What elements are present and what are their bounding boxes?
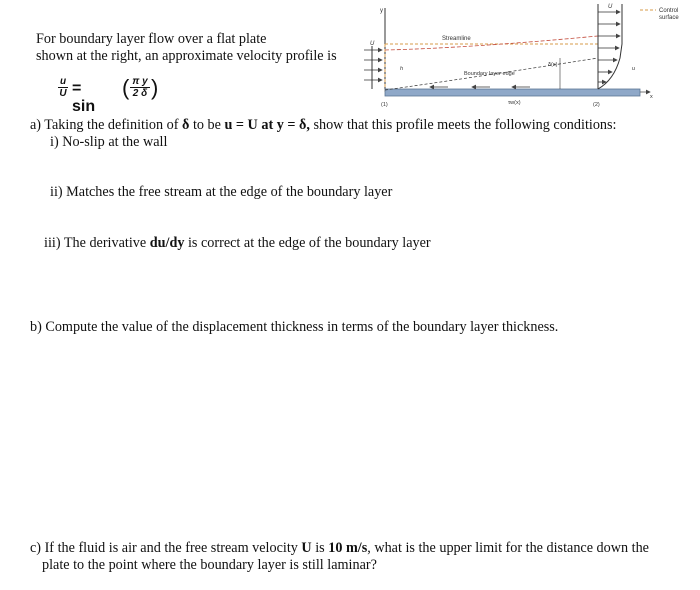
u-over-U-fraction bbox=[58, 76, 68, 99]
question-c-is: is bbox=[315, 540, 325, 556]
surface-legend-label: surface bbox=[659, 15, 679, 21]
section-1-label: (1) bbox=[381, 102, 388, 108]
delta-label: δ(x) bbox=[548, 62, 558, 68]
left-paren: ( bbox=[122, 75, 130, 100]
question-c-line-2: plate to the point where the boundary layer is still laminar? bbox=[42, 557, 377, 573]
argument-numerator: π y bbox=[132, 76, 148, 87]
question-b: b) Compute the value of the displacement thickness in terms of the boundary layer thickness. bbox=[30, 319, 559, 335]
question-a-u-eq-U: u = U bbox=[224, 117, 258, 133]
equals-sin: = sin bbox=[72, 80, 96, 115]
question-a-item-ii: ii) Matches the free stream at the edge of the boundary layer bbox=[50, 184, 393, 200]
question-c-U: U bbox=[301, 540, 312, 556]
outlet-velocity-arrows bbox=[598, 12, 620, 82]
x-axis-label: x bbox=[650, 94, 653, 100]
question-a-item-i: i) No-slip at the wall bbox=[50, 134, 168, 150]
outlet-velocity-profile bbox=[598, 4, 622, 89]
streamline-curve bbox=[385, 36, 598, 50]
argument-denominator: 2 δ bbox=[132, 88, 148, 99]
section-2-label: (2) bbox=[593, 102, 600, 108]
y-axis-label: y bbox=[380, 8, 383, 14]
question-a-prefix: a) Taking the definition of bbox=[30, 117, 179, 133]
intro-line-2: shown at the right, an approximate velocity profile is bbox=[36, 48, 337, 64]
question-a-delta: δ bbox=[182, 117, 190, 133]
h-label: h bbox=[400, 66, 404, 72]
streamline-label: Streamline bbox=[442, 36, 471, 42]
inlet-velocity-arrows bbox=[364, 50, 382, 80]
question-c-velocity-value: 10 m/s bbox=[328, 540, 368, 556]
question-c-prefix: c) If the fluid is air and the free stream velocity bbox=[30, 540, 298, 556]
question-a-line bbox=[30, 117, 616, 134]
intro-line-1: For boundary layer flow over a flat plate bbox=[36, 31, 267, 47]
item-iii-prefix: iii) The derivative bbox=[44, 235, 147, 251]
control-legend-label: Control bbox=[659, 8, 679, 14]
question-a-to-be: to be bbox=[192, 117, 221, 133]
control-surface-outline bbox=[385, 44, 598, 92]
question-c-line-1 bbox=[30, 540, 649, 557]
wall-shear-label: τw(x) bbox=[508, 100, 521, 106]
boundary-layer-edge-label: Boundary layer edge bbox=[464, 71, 515, 77]
fraction-numerator-u: u bbox=[59, 76, 67, 87]
question-a-item-iii bbox=[44, 235, 431, 252]
question-a-at-y-delta: at y = δ, bbox=[261, 117, 310, 133]
boundary-layer-diagram bbox=[352, 0, 700, 116]
inlet-U-label: U bbox=[370, 41, 375, 47]
question-c-suffix: , what is the upper limit for the distance down the bbox=[367, 540, 649, 556]
question-a-rest: show that this profile meets the following conditions: bbox=[313, 117, 617, 133]
outlet-U-label: U bbox=[608, 4, 613, 10]
fraction-denominator-U: U bbox=[59, 88, 67, 99]
item-iii-suffix: is correct at the edge of the boundary layer bbox=[187, 235, 431, 251]
u-label: u bbox=[632, 66, 636, 72]
pi-y-over-2-delta-fraction bbox=[130, 76, 150, 99]
right-paren: ) bbox=[151, 75, 159, 100]
item-iii-derivative: du/dy bbox=[149, 235, 185, 251]
flat-plate bbox=[385, 89, 640, 96]
